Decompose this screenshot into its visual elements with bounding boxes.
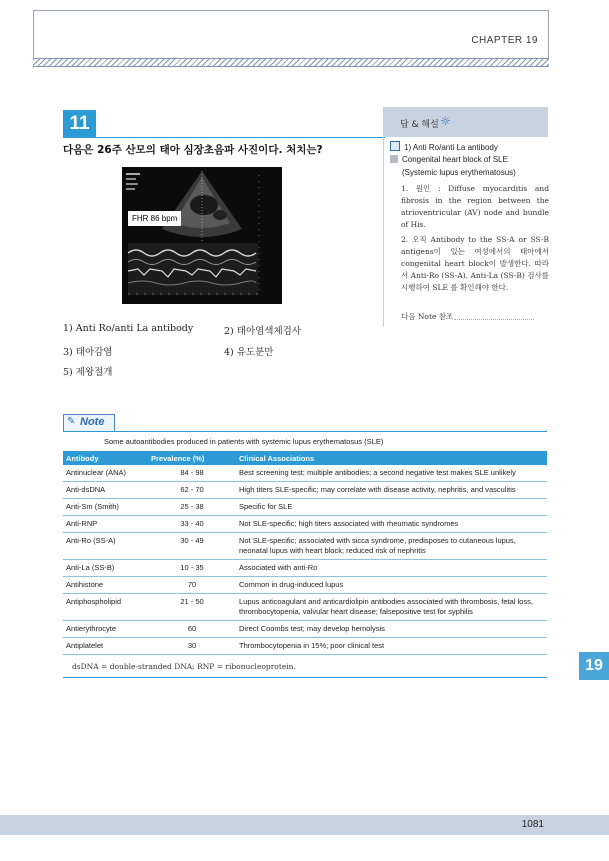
question-number: 11 <box>63 110 96 137</box>
question-divider <box>63 137 385 138</box>
lightbulb-icon: ☼ <box>440 114 451 128</box>
association-cell: Lupus anticoagulant and anticardiolipin antibodies associated with thrombosis, fetal loss, thrombocytopenia, valvular heart disease; falsepositive test for syphilis <box>236 594 547 621</box>
association-cell: High titers SLE-specific; may correlate with disease activity, nephritis, and vasculitis <box>236 482 547 499</box>
prevalence-cell: 62 - 70 <box>148 482 236 499</box>
association-cell: Not SLE-specific; associated with sicca syndrome, predisposes to cutaneous lupus, neonatal lupus with heart block; reduced risk of nephritis <box>236 533 547 560</box>
antibody-cell: Anti-dsDNA <box>63 482 148 499</box>
option-3: 3) 태아감염 <box>63 347 113 358</box>
column-header: Antibody <box>63 451 148 465</box>
prevalence-cell: 21 - 50 <box>148 594 236 621</box>
answer-heading: 답 & 해설 <box>400 120 439 130</box>
autoantibody-table <box>63 451 547 655</box>
table-row <box>63 533 547 560</box>
prevalence-cell: 33 - 40 <box>148 516 236 533</box>
prevalence-cell: 84 - 98 <box>148 465 236 482</box>
page-number: 1081 <box>521 819 544 830</box>
answer-text: 1) Anti Ro/anti La antibody <box>404 143 498 152</box>
prevalence-cell: 70 <box>148 577 236 594</box>
answer-panel <box>383 107 548 327</box>
pen-icon: ✎ <box>67 416 76 427</box>
chapter-header-box <box>33 10 549 59</box>
table-header-row <box>63 451 547 465</box>
table-row <box>63 499 547 516</box>
footer-bar <box>0 815 609 835</box>
note-divider <box>63 431 547 432</box>
table-row <box>63 621 547 638</box>
association-cell: Common in drug-induced lupus <box>236 577 547 594</box>
prevalence-cell: 30 <box>148 638 236 655</box>
association-cell: Direct Coombs test; may develop hemolysis <box>236 621 547 638</box>
antibody-cell: Anti-Sm (Smith) <box>63 499 148 516</box>
antibody-cell: Antierythrocyte <box>63 621 148 638</box>
table-row <box>63 577 547 594</box>
footnote-divider <box>63 677 547 678</box>
question-text: 다음은 26주 산모의 태아 심장초음파 사진이다. 처치는? <box>63 144 323 156</box>
explanation-subtitle: (Systemic lupus erythematosus) <box>402 168 516 177</box>
antibody-cell: Anti-RNP <box>63 516 148 533</box>
chapter-title: CHAPTER 19 <box>471 35 538 46</box>
explanation-title: Congenital heart block of SLE <box>402 155 508 164</box>
option-2: 2) 태아염색체검사 <box>224 326 302 337</box>
option-5: 5) 제왕절개 <box>63 367 113 378</box>
antibody-cell: Antihistone <box>63 577 148 594</box>
association-cell: Not SLE-specific; high titers associated with rheumatic syndromes <box>236 516 547 533</box>
prevalence-cell: 30 - 49 <box>148 533 236 560</box>
table-row <box>63 465 547 482</box>
note-badge <box>63 414 115 432</box>
table-row <box>63 560 547 577</box>
prevalence-cell: 10 - 35 <box>148 560 236 577</box>
table-caption: Some autoantibodies produced in patients with systemic lupus erythematosus (SLE) <box>104 437 384 446</box>
ultrasound-graphic <box>122 167 282 304</box>
chapter-side-tab: 19 <box>579 652 609 680</box>
see-note-leader <box>454 319 534 320</box>
table-row <box>63 638 547 655</box>
column-header: Clinical Associations <box>236 451 547 465</box>
antibody-cell: Antiphospholipid <box>63 594 148 621</box>
association-cell: Associated with anti-Ro <box>236 560 547 577</box>
header-decoration <box>33 58 549 67</box>
antibody-cell: Anti-Ro (SS-A) <box>63 533 148 560</box>
antibody-cell: Antinuclear (ANA) <box>63 465 148 482</box>
antibody-cell: Antiplatelet <box>63 638 148 655</box>
prevalence-cell: 25 - 38 <box>148 499 236 516</box>
answer-header <box>384 107 548 137</box>
answer-icon <box>390 141 400 151</box>
table-row <box>63 482 547 499</box>
column-header: Prevalence (%) <box>148 451 236 465</box>
antibody-cell: Anti-La (SS-B) <box>63 560 148 577</box>
prevalence-cell: 60 <box>148 621 236 638</box>
explanation-point-1: 1. 원인 : Diffuse myocarditis and fibrosis in the region between the atrioventricular (AV) node and bundle of His. <box>401 184 549 229</box>
answer-line <box>390 141 498 152</box>
fetal-echo-image <box>122 167 282 304</box>
explanation-point-2: 2. 오직 Antibody to the SS-A or SS-B antigens이 있는 여성에서의 태아에서 congenital heart block이 발생한다. 따라서 Anti-Ro (SS-A), Anti-La (SS-B) 검사를 시행하여 SLE 를 확인해야 한다. <box>401 235 549 292</box>
association-cell: Thrombocytopenia in 15%; poor clinical test <box>236 638 547 655</box>
option-1: 1) Anti Ro/anti La antibody <box>63 323 194 334</box>
option-4: 4) 유도분만 <box>224 347 274 358</box>
note-badge-label: Note <box>80 416 105 428</box>
table-footnote: dsDNA = double-stranded DNA; RNP = ribonucleoprotein. <box>72 662 296 671</box>
explanation-title-line <box>390 155 508 164</box>
association-cell: Best screening test; multiple antibodies; a second negative test makes SLE unlikely <box>236 465 547 482</box>
table-row <box>63 516 547 533</box>
fhr-label: FHR 86 bpm <box>128 211 181 226</box>
see-note-text: 다음 Note 참조 <box>401 312 454 321</box>
table-row <box>63 594 547 621</box>
explanation-icon <box>390 155 398 163</box>
association-cell: Specific for SLE <box>236 499 547 516</box>
